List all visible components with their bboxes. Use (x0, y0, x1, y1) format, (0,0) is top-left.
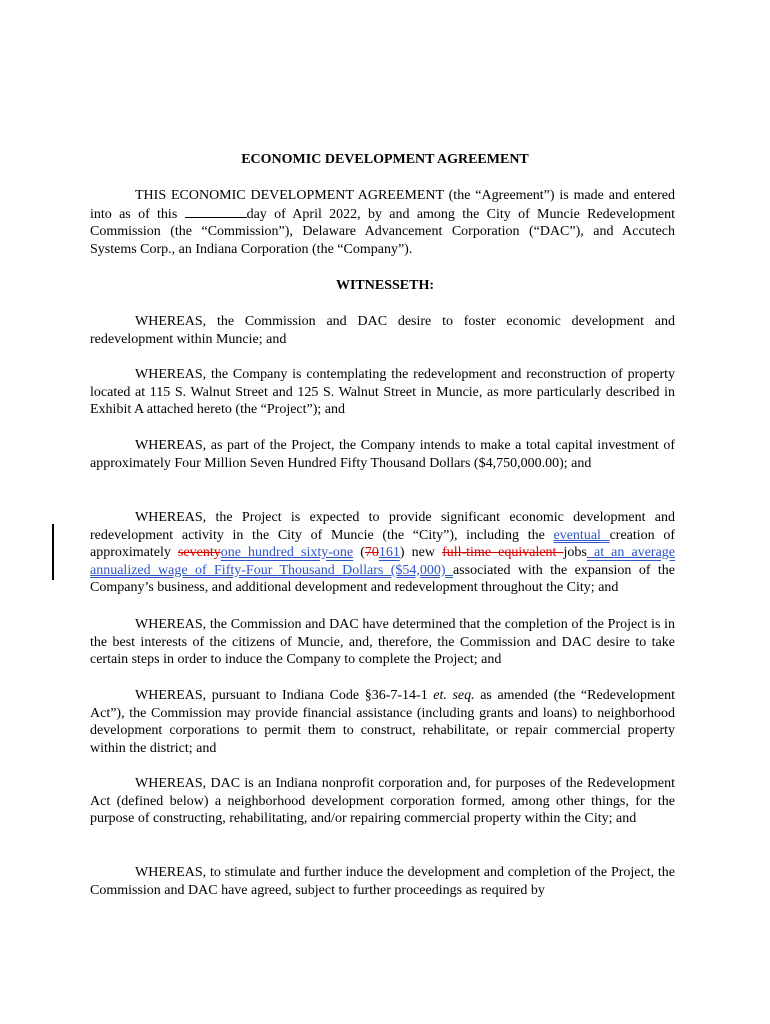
witnesseth-heading: WITNESSETH: (335, 278, 435, 293)
p6-text-a: WHEREAS, pursuant to Indiana Code §36-7-14-1 (135, 688, 434, 703)
whereas-paragraph-5: WHEREAS, the Commission and DAC have determined that the completion of the Project is in the best interests of the citizens of Muncie, and, therefore, the Commission and DAC desire to take certain steps in order to induce the Company to complete the Project; and (90, 617, 675, 668)
intro-text-2: day of April 2022, by and among the City of Muncie Redevelopment Commission (the “Commission”), Delaware Advancement Corporation (“DAC”), and Accutech Systems Corp., an Indiana Corporation (the “Company”). (90, 206, 675, 257)
inserted-text-161: 161 (378, 545, 400, 561)
whereas-paragraph-8: WHEREAS, to stimulate and further induce the development and completion of the Project, the Commission and DAC have agreed, subject to further proceedings as required by (90, 865, 675, 898)
whereas-paragraph-3: WHEREAS, as part of the Project, the Company intends to make a total capital investment of approximately Four Million Seven Hundred Fifty Thousand Dollars ($4,750,000.00); and (90, 438, 675, 471)
p6-italic-et-seq: et. seq. (433, 688, 475, 703)
p4-text-d: ) new (399, 545, 443, 561)
deleted-text-70: 70 (364, 545, 379, 561)
revision-change-bar (52, 524, 54, 580)
whereas-paragraph-7: WHEREAS, DAC is an Indiana nonprofit corporation and, for purposes of the Redevelopment Act (defined below) a neighborhood development corporation formed, among other things, for the purpose of constructing, rehabilitating, and/or repairing commercial property within the City; and (90, 776, 675, 827)
deleted-text-seventy: seventy (177, 545, 221, 561)
inserted-text-average-wage: at an average annualized wage of Fifty-Four Thousand Dollars ($54,000) (90, 545, 675, 578)
inserted-text-eventual: eventual (553, 527, 610, 543)
whereas-paragraph-2: WHEREAS, the Company is contemplating the redevelopment and reconstruction of property located at 115 S. Walnut Street and 125 S. Walnut Street in Muncie, as more particularly described in Exhibit A attached hereto (the “Project”); and (90, 367, 675, 418)
whereas-paragraph-4 (90, 509, 675, 597)
p4-text-b: creation of approximately (90, 527, 676, 561)
document-title: ECONOMIC DEVELOPMENT AGREEMENT (241, 152, 529, 167)
p4-text-c: ( (353, 545, 365, 561)
whereas-paragraph-1: WHEREAS, the Commission and DAC desire to foster economic development and redevelopment within Muncie; and (90, 314, 675, 347)
p6-text-b: as amended (the “Redevelopment Act”), the Commission may provide financial assistance (including grants and loans) to neighborhood development corporations to permit them to construct, rehabilitate, or repair commercial property within the district; and (90, 688, 675, 756)
p4-text-e: jobs (563, 545, 587, 561)
whereas-paragraph-6 (90, 687, 675, 757)
intro-paragraph (90, 187, 675, 258)
p4-text-f: associated with the expansion of the Company’s business, and additional development and redevelopment throughout the City; and (90, 562, 675, 596)
date-blank (185, 205, 247, 218)
inserted-text-one-hundred-sixty-one: one hundred sixty-one (220, 545, 354, 561)
deleted-text-full-time-equivalent: full-time equivalent (442, 545, 564, 561)
p4-text-a: WHEREAS, the Project is expected to provide significant economic development and redevelopment activity in the City of Muncie (the “City”), including the (90, 510, 675, 543)
intro-text-1: THIS ECONOMIC DEVELOPMENT AGREEMENT (the “Agreement”) is made and entered into as of this (90, 188, 675, 222)
